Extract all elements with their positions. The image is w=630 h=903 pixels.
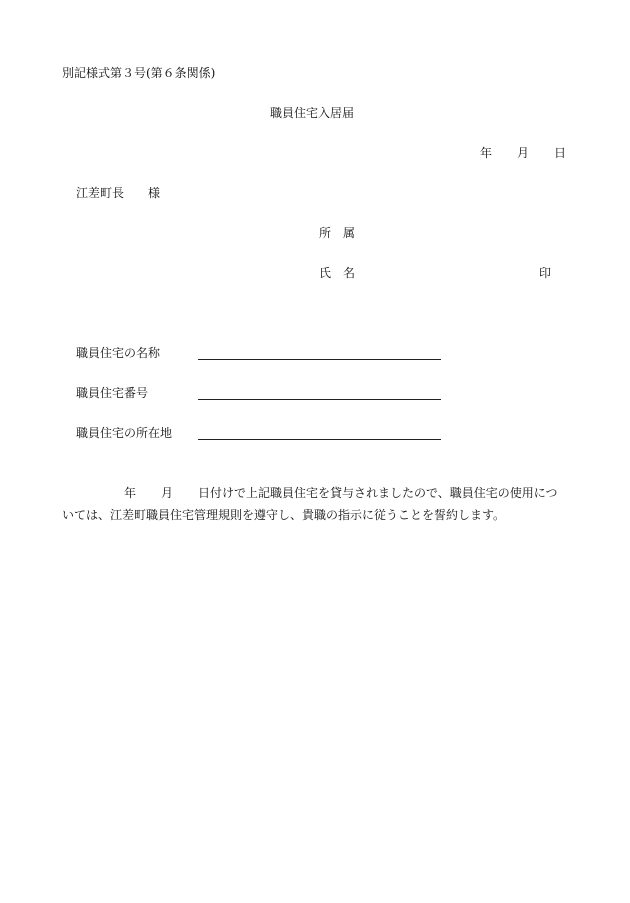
housing-name-field[interactable] (198, 359, 441, 360)
addressee-name: 江差町長 (76, 186, 125, 200)
affiliation-label: 所 属 (319, 226, 356, 240)
housing-number-field[interactable] (198, 399, 441, 400)
date-month-label: 月 (517, 146, 530, 160)
declaration-month: 月 (161, 486, 174, 500)
declaration-line-1: 日付けで上記職員住宅を貸与されましたので、職員住宅の使用につ (198, 486, 558, 500)
date-year-label: 年 (480, 146, 493, 160)
addressee-honorific: 様 (148, 186, 161, 200)
housing-number-label: 職員住宅番号 (76, 386, 149, 400)
housing-address-label: 職員住宅の所在地 (76, 426, 173, 440)
date-day-label: 日 (554, 146, 567, 160)
form-title: 職員住宅入居届 (270, 106, 355, 120)
housing-name-label: 職員住宅の名称 (76, 346, 161, 360)
declaration-line-2: いては、江差町職員住宅管理規則を遵守し、貴職の指示に従うことを誓約します。 (62, 508, 506, 522)
declaration-year: 年 (124, 486, 137, 500)
form-reference: 別記様式第３号(第６条関係) (62, 66, 216, 80)
name-label: 氏 名 (319, 266, 356, 280)
seal-mark: 印 (539, 266, 552, 280)
housing-address-field[interactable] (198, 439, 441, 440)
